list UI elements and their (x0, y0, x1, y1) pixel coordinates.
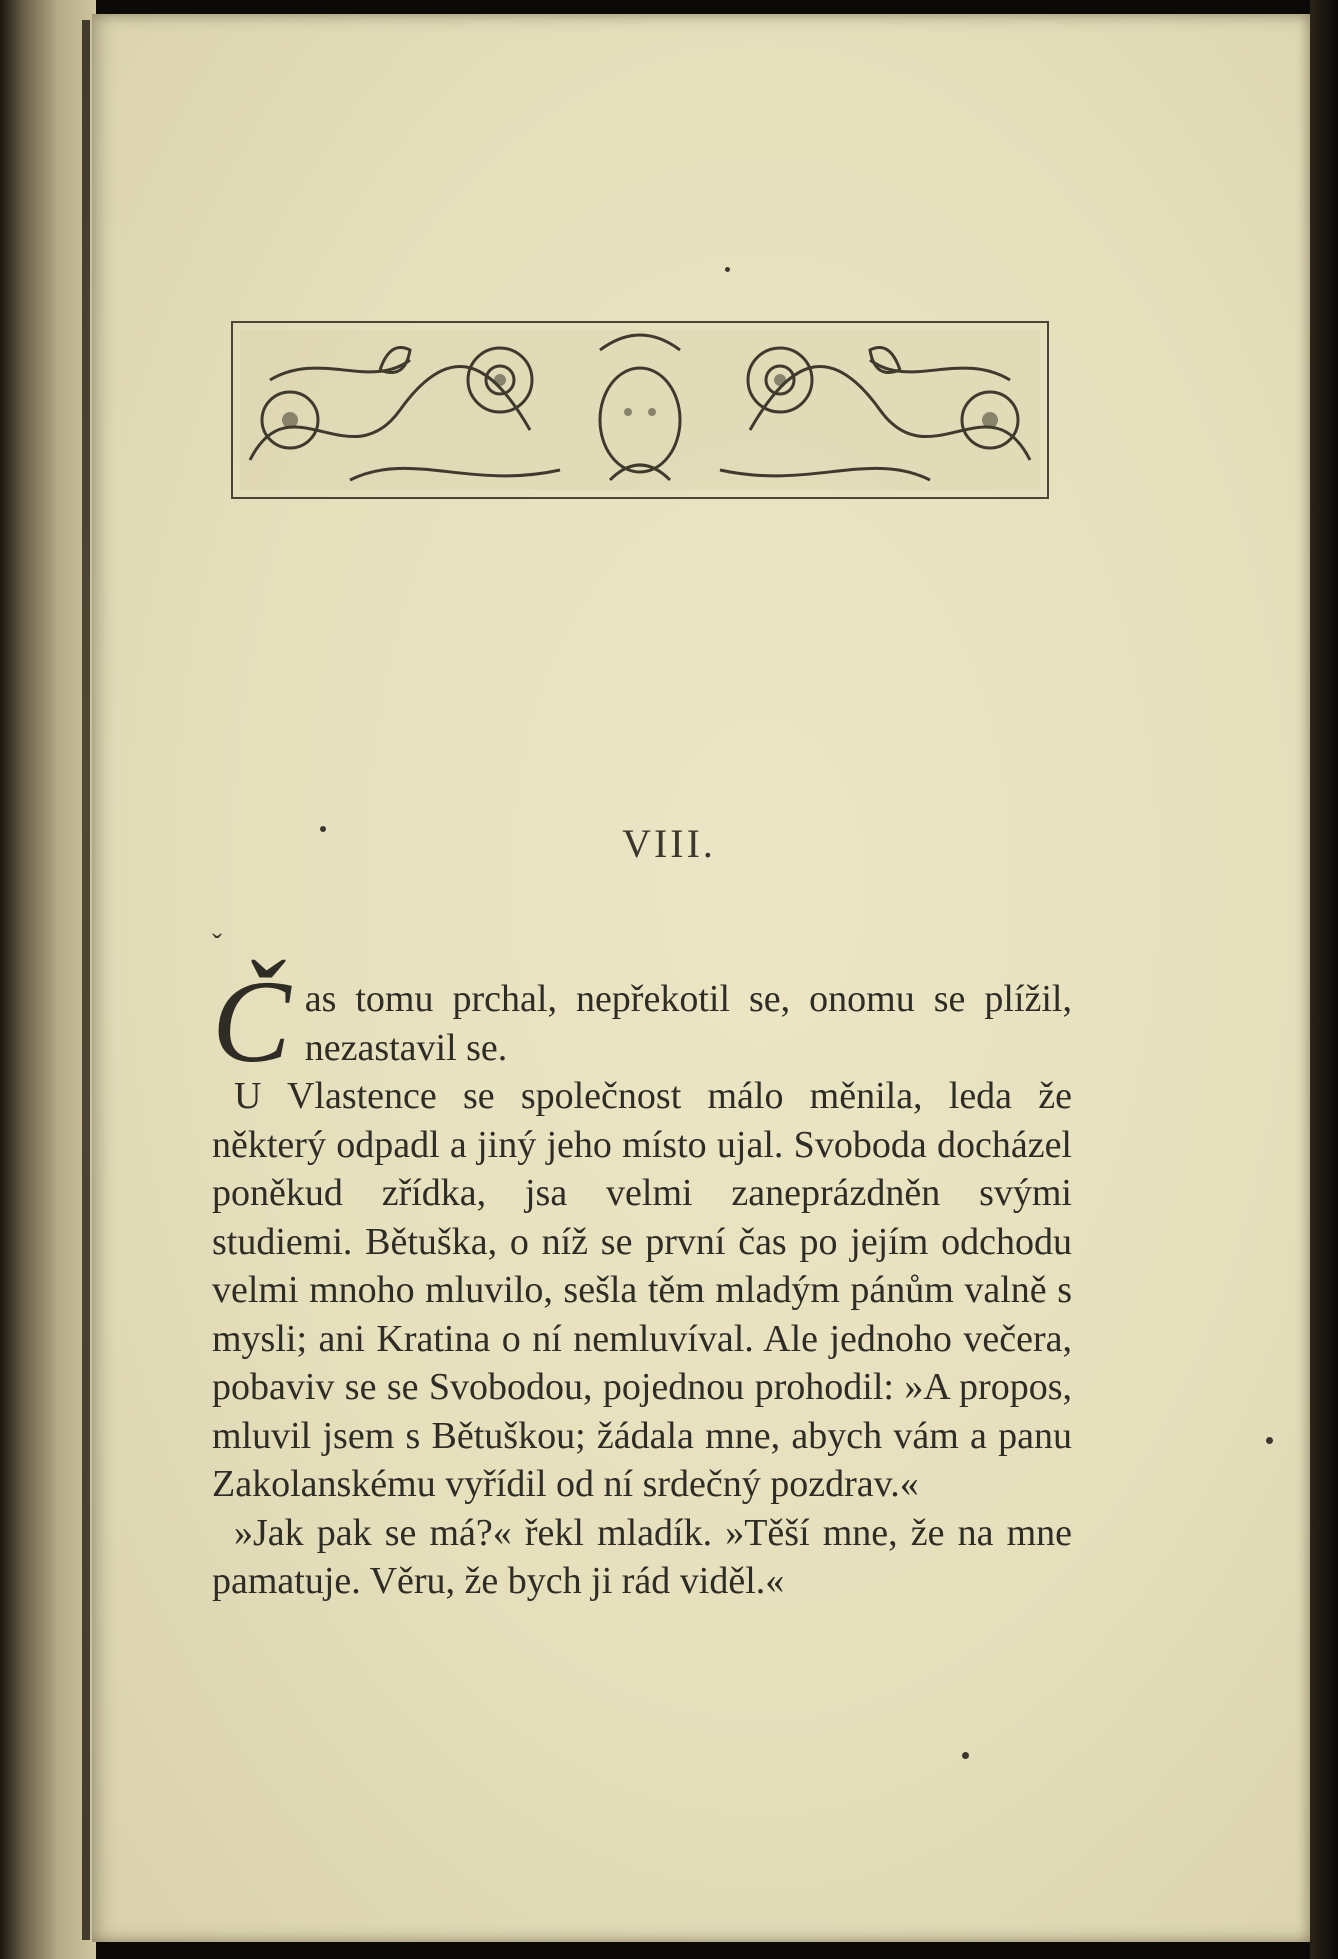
paragraph (212, 1509, 1072, 1606)
paragraph-text: U Vlastence se společnost málo měnila, leda že některý odpadl a jiný jeho místo ujal. Svoboda docházel poněkud zřídka, jsa velmi zaneprázdněn svými studiemi. Bětuška, o níž se první čas po jejím odchodu velmi mnoho mluvilo, sešla těm mladým pánům valně s mysli; ani Kratina o ní nemluvíval. Ale jednoho večera, pobaviv se se Svobodou, pojednou prohodil: »A propos, mluvil jsem s Bětuškou; žádala mne, abych vám a panu Zakolanskému vyřídil od ní srdečný pozdrav.« (212, 1075, 1072, 1505)
chapter-heading: VIII. (622, 821, 716, 866)
print-speck (725, 267, 730, 272)
print-speck (320, 826, 326, 832)
dropcap-caron: ˇ (212, 928, 222, 961)
paragraph (212, 956, 1072, 1087)
print-speck (1266, 1437, 1273, 1444)
paragraph (212, 1072, 1072, 1509)
decorative-headpiece-ornament (230, 320, 1050, 500)
print-speck (962, 1752, 969, 1759)
paragraph-text: »Jak pak se má?« řekl mladík. »Těší mne, že na mne pamatuje. Věru, že bych ji rád viděl.« (212, 1511, 1072, 1602)
page-edge (1310, 0, 1338, 1959)
drop-cap-letter: Č (212, 956, 291, 1087)
gutter-line (82, 20, 90, 1940)
body-text (212, 956, 1072, 1606)
paragraph-text: as tomu prchal, nepřekotil se, onomu se plížil, nezastavil se. (304, 978, 1072, 1069)
